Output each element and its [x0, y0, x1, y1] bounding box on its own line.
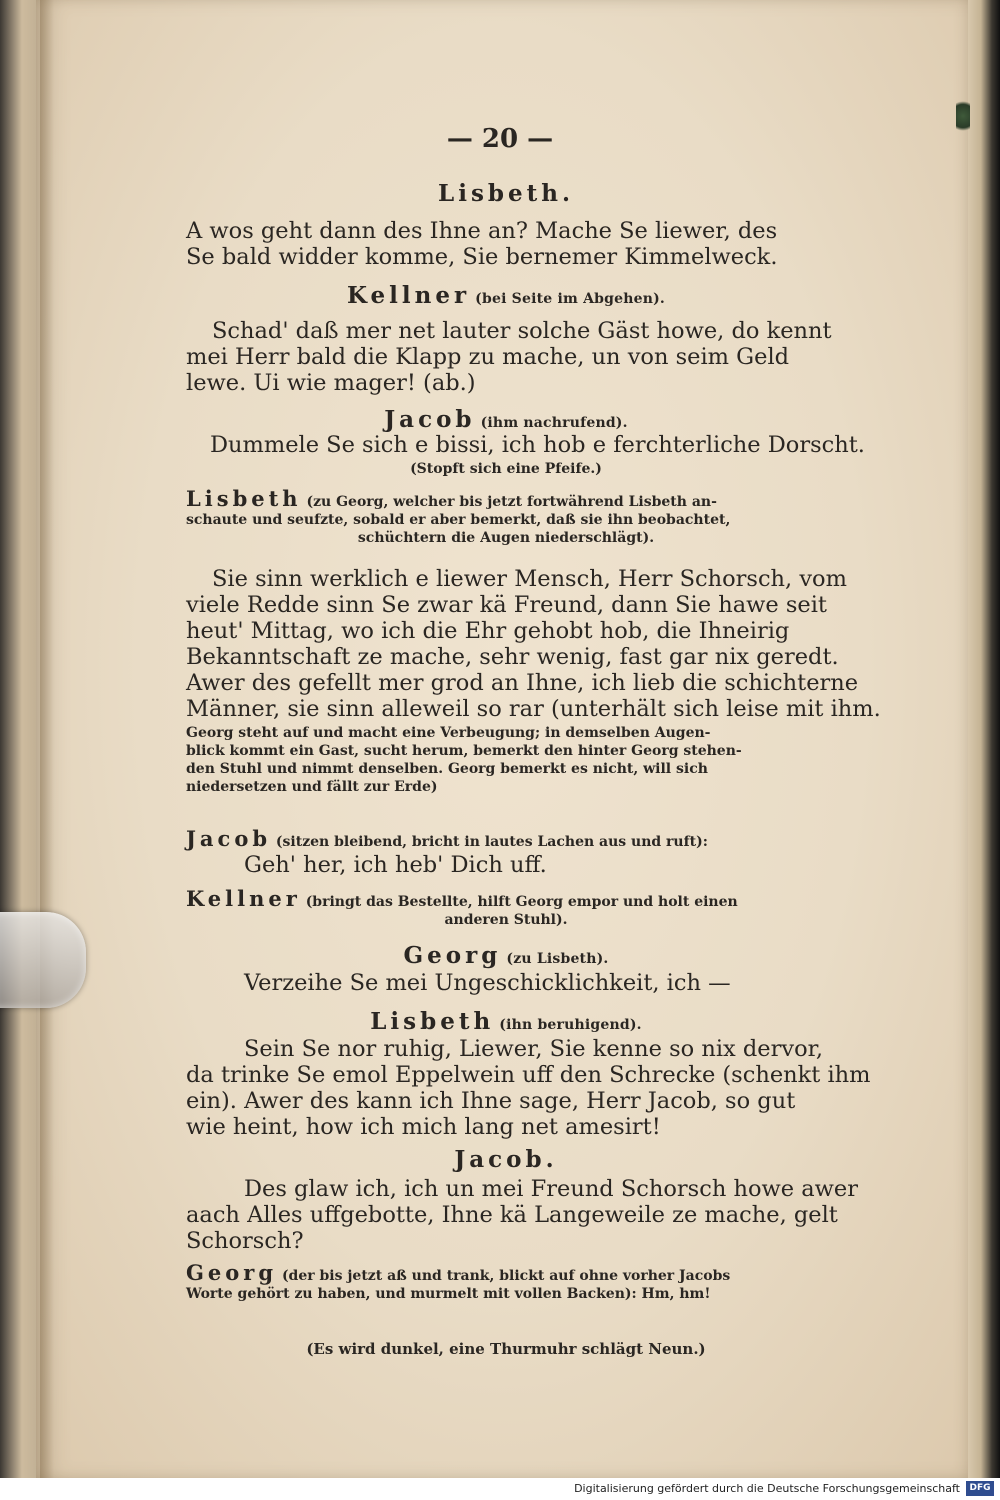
speaker-name: Jacob — [186, 826, 272, 851]
stage-direction-line: Worte gehört zu haben, und murmelt mit vollen Backen): Hm, hm! — [186, 1286, 711, 1302]
speaker-name: Georg — [186, 1260, 278, 1285]
stage-direction-text: (bringt das Bestellte, hilft Georg empor und holt einen — [305, 894, 738, 910]
speech-line: Schorsch? — [186, 1228, 304, 1254]
speaker-heading — [186, 1146, 826, 1173]
stage-direction: (zu Lisbeth). — [506, 951, 609, 967]
dfg-logo: DFG — [966, 1481, 994, 1496]
speech-block — [186, 566, 881, 722]
speech-block — [186, 318, 832, 396]
stage-direction-text: (der bis jetzt aß und trank, blickt auf ohne vorher Jacobs — [281, 1268, 731, 1284]
speaker-heading — [186, 942, 826, 969]
stage-direction-line: niedersetzen und fällt zur Erde) — [186, 779, 438, 795]
speech-block — [186, 432, 865, 458]
page-edge-right — [968, 0, 1000, 1478]
speech-line: da trinke Se emol Eppelwein uff den Schrecke (schenkt ihm — [186, 1062, 871, 1088]
speech-block — [186, 218, 826, 270]
speaker-heading — [186, 406, 826, 433]
speaker-heading — [186, 1008, 826, 1035]
funding-credit: Digitalisierung gefördert durch die Deutsche Forschungsgemeinschaft — [574, 1482, 960, 1495]
stage-direction-line — [186, 486, 826, 511]
speech-line: Awer des gefellt mer grod an Ihne, ich lieb die schichterne — [186, 670, 859, 696]
speaker-inline-block — [186, 1260, 826, 1303]
stage-direction-line — [186, 886, 826, 911]
speaker-name: Lisbeth. — [438, 180, 574, 207]
speech-line: lewe. Ui wie mager! (ab.) — [186, 370, 476, 396]
stage-direction-line: anderen Stuhl). — [444, 912, 568, 928]
speech-line: Sein Se nor ruhig, Liewer, Sie kenne so nix dervor, — [244, 1036, 824, 1062]
speaker-heading — [186, 180, 826, 207]
stage-direction-line: Georg steht auf und macht eine Verbeugung; in demselben Augen- — [186, 725, 711, 741]
speech-line: A wos geht dann des Ihne an? Mache Se liewer, des — [186, 218, 778, 244]
speech-line: Verzeihe Se mei Ungeschicklichkeit, ich — — [244, 970, 731, 996]
speech-line: Bekanntschaft ze mache, sehr wenig, fast gar nix geredt. — [186, 644, 839, 670]
speaker-inline-block — [186, 826, 826, 851]
speech-line: Se bald widder komme, Sie bernemer Kimmelweck. — [186, 244, 778, 270]
speech-line: viele Redde sinn Se zwar kä Freund, dann Sie hawe seit — [186, 592, 827, 618]
book-cover-edge — [0, 0, 40, 1500]
speaker-name: Jacob. — [454, 1146, 558, 1173]
stage-direction-line: den Stuhl und nimmt denselben. Georg bemerkt es nicht, will sich — [186, 761, 708, 777]
speaker-name: Georg — [403, 942, 502, 969]
stage-direction-line: schaute und seufzte, sobald er aber bemerkt, daß sie ihn beobachtet, — [186, 512, 731, 528]
stage-direction-line: blick kommt ein Gast, sucht herum, bemerkt den hinter Georg stehen- — [186, 743, 742, 759]
speaker-name: Kellner — [347, 282, 471, 309]
stage-direction: (ihm nachrufend). — [480, 415, 628, 431]
stage-direction-block — [186, 724, 826, 796]
speech-line: Geh' her, ich heb' Dich uff. — [244, 852, 547, 878]
stage-direction: (bei Seite im Abgehen). — [475, 291, 665, 307]
speech-block — [186, 1176, 858, 1254]
speech-block — [186, 970, 826, 996]
speaker-name: Jacob — [384, 406, 476, 433]
speech-block — [186, 852, 826, 878]
speech-line: Dummele Se sich e bissi, ich hob e ferchterliche Dorscht. — [210, 432, 865, 458]
stage-direction-line: (Es wird dunkel, eine Thurmuhr schlägt Neun.) — [306, 1340, 706, 1358]
stage-direction-line: schüchtern die Augen niederschlägt). — [357, 530, 655, 546]
digitization-footer — [0, 1478, 1000, 1500]
speech-line: Schad' daß mer net lauter solche Gäst howe, do kennt — [212, 318, 832, 344]
speech-line: Des glaw ich, ich un mei Freund Schorsch howe awer — [244, 1176, 858, 1202]
speech-line: mei Herr bald die Klapp zu mache, un von seim Geld — [186, 344, 790, 370]
speaker-name: Kellner — [186, 886, 301, 911]
speaker-inline-block — [186, 886, 826, 929]
stage-direction-line — [186, 826, 826, 851]
page-clip — [0, 912, 86, 1008]
stage-direction-text: (zu Georg, welcher bis jetzt fortwährend Lisbeth an- — [306, 494, 717, 510]
speech-block — [186, 1036, 871, 1140]
speech-line: Männer, sie sinn alleweil so rar (unterhält sich leise mit ihm. — [186, 696, 881, 722]
stage-direction-block — [186, 1340, 826, 1358]
speech-line: aach Alles uffgebotte, Ihne kä Langeweile ze mache, gelt — [186, 1202, 838, 1228]
speech-line: heut' Mittag, wo ich die Ehr gehobt hob, die Ihneirig — [186, 618, 790, 644]
stage-direction-block — [186, 460, 826, 478]
speech-line: ein). Awer des kann ich Ihne sage, Herr Jacob, so gut — [186, 1088, 796, 1114]
spine-shadow — [40, 0, 54, 1478]
page-number: — 20 — — [446, 124, 554, 154]
stage-direction-line: (Stopft sich eine Pfeife.) — [410, 461, 602, 477]
speaker-heading — [186, 282, 826, 309]
speech-line: wie heint, how ich mich lang net amesirt! — [186, 1114, 661, 1140]
stage-direction: (ihn beruhigend). — [499, 1017, 642, 1033]
speech-line: Sie sinn werklich e liewer Mensch, Herr Schorsch, vom — [212, 566, 847, 592]
binding-thread — [956, 96, 970, 136]
speaker-name: Lisbeth — [186, 486, 302, 511]
stage-direction-text: (sitzen bleibend, bricht in lautes Lachen aus und ruft): — [275, 834, 708, 850]
stage-direction-line — [186, 1260, 826, 1285]
speaker-name: Lisbeth — [370, 1008, 495, 1035]
speaker-inline-block — [186, 486, 826, 547]
